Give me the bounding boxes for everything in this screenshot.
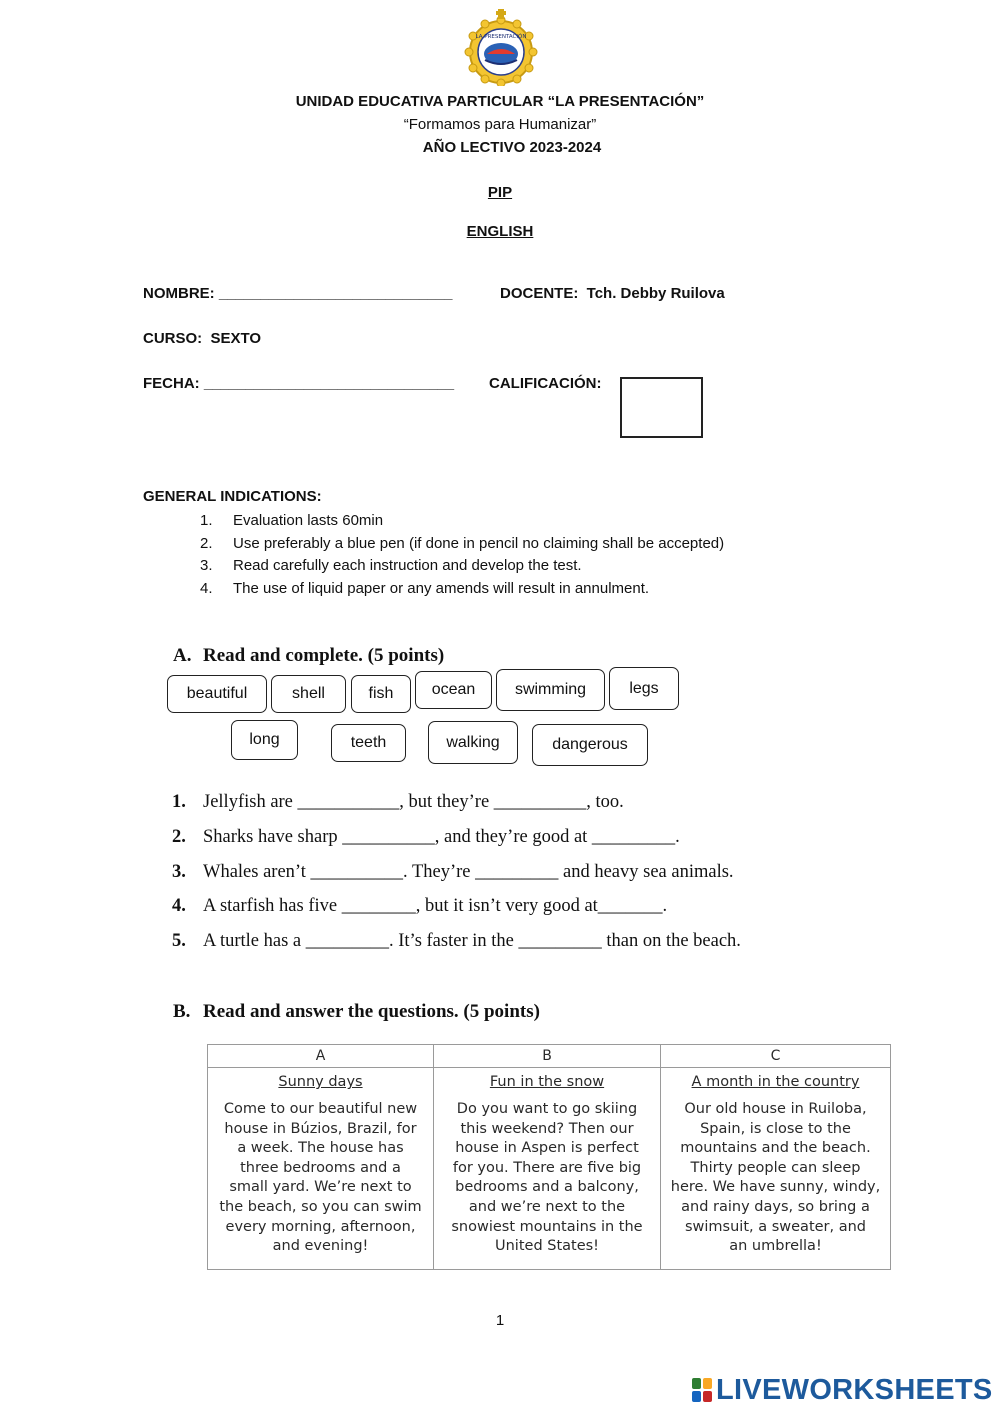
section-a-title: A. Read and complete. (5 points) xyxy=(173,645,445,666)
list-item: 3. Read carefully each instruction and develop the test. xyxy=(200,557,582,575)
grade-box[interactable] xyxy=(620,377,703,438)
column-header-a: A xyxy=(208,1045,434,1068)
curso-label: CURSO: SEXTO xyxy=(143,330,262,347)
ad-cell-a xyxy=(208,1068,434,1269)
word-chip[interactable]: swimming xyxy=(496,669,605,711)
word-chip[interactable]: long xyxy=(231,720,298,760)
calificacion-label: CALIFICACIÓN: xyxy=(489,375,602,392)
liveworksheets-icon xyxy=(692,1378,712,1402)
icon-square xyxy=(703,1391,712,1402)
school-logo xyxy=(455,8,547,86)
icon-square xyxy=(692,1391,701,1402)
reading-table xyxy=(207,1044,891,1270)
ad-title: A month in the country xyxy=(691,1074,860,1090)
ad-title: Sunny days xyxy=(278,1074,363,1090)
question-4[interactable]: 4. A starfish has five ________, but it isn’t very good at_______. xyxy=(172,896,668,916)
subject-title: ENGLISH xyxy=(466,223,534,240)
question-3[interactable]: 3. Whales aren’t __________. They’re _________ and heavy sea animals. xyxy=(172,862,734,882)
icon-square xyxy=(703,1378,712,1389)
word-chip[interactable]: teeth xyxy=(331,724,406,762)
question-1[interactable]: 1. Jellyfish are ___________, but they’re __________, too. xyxy=(172,792,624,812)
school-motto: “Formamos para Humanizar” xyxy=(403,116,597,133)
ad-cell-c xyxy=(661,1068,890,1269)
column-header-c: C xyxy=(661,1045,890,1068)
question-5[interactable]: 5. A turtle has a _________. It’s faster in the _________ than on the beach. xyxy=(172,931,741,951)
liveworksheets-brand: LIVEWORKSHEETS xyxy=(716,1373,993,1406)
indications-list xyxy=(200,510,724,601)
indications-title: GENERAL INDICATIONS: xyxy=(143,488,322,505)
section-b-title: B. Read and answer the questions. (5 points) xyxy=(173,1001,540,1022)
word-chip[interactable]: ocean xyxy=(415,671,492,709)
school-year: AÑO LECTIVO 2023-2024 xyxy=(422,139,602,156)
word-chip[interactable]: legs xyxy=(609,667,679,710)
ad-title: Fun in the snow xyxy=(489,1074,605,1090)
fecha-field[interactable]: FECHA: ______________________________ xyxy=(143,375,455,392)
nombre-field[interactable]: NOMBRE: ____________________________ xyxy=(143,285,453,302)
list-item: 1. Evaluation lasts 60min xyxy=(200,512,384,529)
school-name: UNIDAD EDUCATIVA PARTICULAR “LA PRESENTACIÓN” xyxy=(295,93,705,110)
word-chip[interactable]: walking xyxy=(428,721,518,764)
icon-square xyxy=(692,1378,701,1389)
word-chip[interactable]: dangerous xyxy=(532,724,648,766)
word-chip[interactable]: fish xyxy=(351,675,411,713)
logo-text: LA PRESENTACIÓN xyxy=(475,34,527,40)
page-number: 1 xyxy=(495,1312,505,1329)
doc-type: PIP xyxy=(487,184,513,201)
ad-body: Come to our beautiful new house in Búzios, Brazil, for a week. The house has three bedrooms and a small yard. We’re next to the beach, so you can swim every morning, afternoon, and evening! xyxy=(219,1101,422,1255)
ad-body: Do you want to go skiing this weekend? Then our house in Aspen is perfect for you. There are five big bedrooms and a balcony, and we’re next to the snowiest mountains in the United States! xyxy=(451,1101,643,1255)
question-2[interactable]: 2. Sharks have sharp __________, and they’re good at _________. xyxy=(172,827,680,847)
docente-label: DOCENTE: Tch. Debby Ruilova xyxy=(500,285,725,302)
word-chip[interactable]: shell xyxy=(271,675,346,713)
list-item: 4. The use of liquid paper or any amends will result in annulment. xyxy=(200,580,650,598)
word-chip[interactable]: beautiful xyxy=(167,675,267,713)
list-item: 2. Use preferably a blue pen (if done in pencil no claiming shall be accepted) xyxy=(200,534,725,552)
ad-cell-b xyxy=(434,1068,661,1269)
liveworksheets-logo[interactable] xyxy=(692,1374,993,1406)
column-header-b: B xyxy=(434,1045,661,1068)
ad-body: Our old house in Ruiloba, Spain, is close to the mountains and the beach. Thirty people can sleep here. We have sunny, windy, and rainy days, so bring a swimsuit, a sweater, and an umbrella! xyxy=(670,1101,881,1255)
